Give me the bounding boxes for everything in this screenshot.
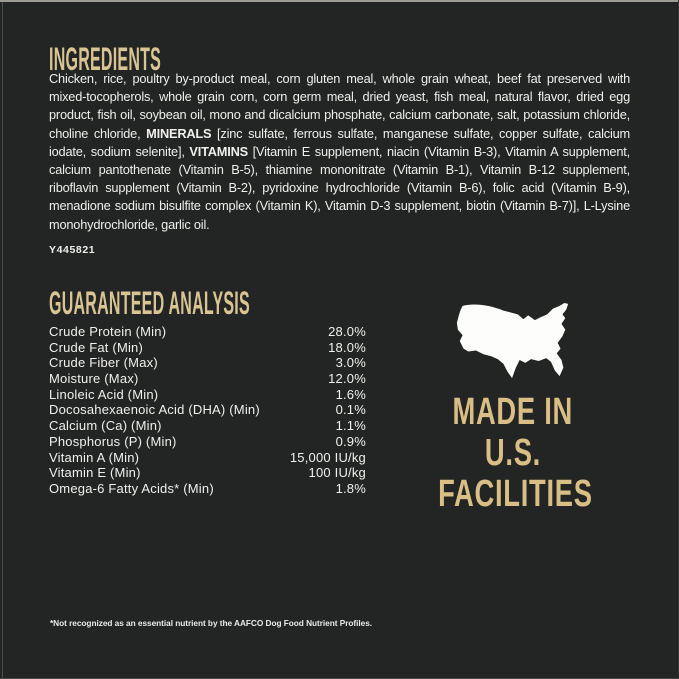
- nutrient-value: 1.8%: [335, 480, 366, 496]
- batch-code: Y445821: [49, 243, 96, 256]
- nutrient-value: 1.6%: [335, 386, 366, 402]
- usa-map-icon: [455, 301, 571, 381]
- guaranteed-analysis-heading-text: GUARANTEED ANALYSIS: [49, 285, 250, 321]
- table-row: [49, 434, 366, 450]
- made-in-line1-text: MADE IN: [452, 391, 574, 433]
- vitamins-label: VITAMINS: [189, 143, 248, 159]
- table-row: [49, 324, 366, 340]
- table-row: [49, 450, 366, 466]
- table-row: [49, 355, 366, 371]
- made-in-line1: [408, 392, 618, 433]
- made-in-line3: [408, 474, 618, 515]
- minerals-label: MINERALS: [146, 125, 212, 141]
- table-row: [49, 481, 366, 497]
- nutrient-value: 15,000 IU/kg: [289, 449, 366, 465]
- made-in-line2-text: U.S.: [484, 432, 542, 474]
- ingredients-heading-text: INGREDIENTS: [49, 41, 162, 77]
- made-in-line2: [408, 433, 618, 474]
- ingredients-text-part3: [Vitamin E supplement, niacin (Vitamin B-3), Vitamin A supplement, calcium pantothenate (Vitamin B-5), thiamine mononitrate (Vitamin B-1), Vitamin B-12 supplement, riboflavin supplement (Vitamin B-2), pyridoxine hydrochloride (Vitamin B-6), folic acid (Vitamin B-9), menadione sodium bisulfite complex (Vitamin K), Vitamin D-3 supplement, biotin (Vitamin B-7)], L-Lysine monohydrochloride, garlic oil.: [49, 143, 630, 232]
- nutrient-value: 0.9%: [335, 433, 366, 449]
- table-row: [49, 465, 366, 481]
- ingredients-paragraph: [49, 70, 630, 234]
- table-row: [49, 387, 366, 403]
- ingredients-text-part2: [zinc sulfate, ferrous sulfate, manganese sulfate, copper sulfate, calcium iodate, sodium selenite],: [49, 125, 630, 159]
- nutrient-name: Phosphorus (P) (Min): [49, 433, 177, 449]
- made-in-us-facilities-block: [408, 392, 618, 515]
- nutrient-name: Vitamin A (Min): [49, 449, 140, 465]
- ingredients-text-part1: Chicken, rice, poultry by-product meal, corn gluten meal, whole grain wheat, beef fat preserved with mixed-tocopherols, whole grain corn, corn germ meal, dried yeast, fish meal, natural flavor, dried egg product, fish oil, soybean oil, mono and dicalcium phosphate, calcium carbonate, salt, potassium chloride, choline chloride,: [49, 71, 630, 141]
- table-row: [49, 371, 366, 387]
- guaranteed-analysis-table: [49, 324, 366, 497]
- nutrient-name: Linoleic Acid (Min): [49, 386, 159, 402]
- nutrient-value: 3.0%: [335, 355, 366, 371]
- photo-edge-left: [2, 2, 3, 679]
- aafco-footnote: *Not recognized as an essential nutrient by the AAFCO Dog Food Nutrient Profiles.: [50, 618, 373, 628]
- made-in-line3-text: FACILITIES: [438, 473, 593, 515]
- guaranteed-analysis-heading: [49, 287, 451, 319]
- nutrient-name: Calcium (Ca) (Min): [49, 418, 162, 434]
- table-row: [49, 340, 366, 356]
- table-row: [49, 418, 366, 434]
- nutrient-name: Moisture (Max): [49, 371, 139, 387]
- nutrient-value: 18.0%: [328, 339, 366, 355]
- nutrient-value: 12.0%: [328, 371, 366, 387]
- photo-edge-top: [0, 0, 679, 2]
- nutrient-name: Docosahexaenoic Acid (DHA) (Min): [49, 402, 260, 418]
- nutrient-value: 0.1%: [335, 402, 366, 418]
- nutrient-value: 100 IU/kg: [308, 465, 366, 481]
- nutrient-name: Crude Protein (Min): [49, 324, 167, 339]
- nutrient-name: Crude Fiber (Max): [49, 355, 158, 371]
- table-row: [49, 402, 366, 418]
- ingredients-section: [49, 70, 630, 256]
- nutrient-name: Omega-6 Fatty Acids* (Min): [49, 480, 214, 496]
- nutrient-value: 28.0%: [328, 324, 366, 339]
- nutrient-value: 1.1%: [335, 418, 366, 434]
- nutrient-name: Vitamin E (Min): [49, 465, 141, 481]
- nutrient-name: Crude Fat (Min): [49, 339, 144, 355]
